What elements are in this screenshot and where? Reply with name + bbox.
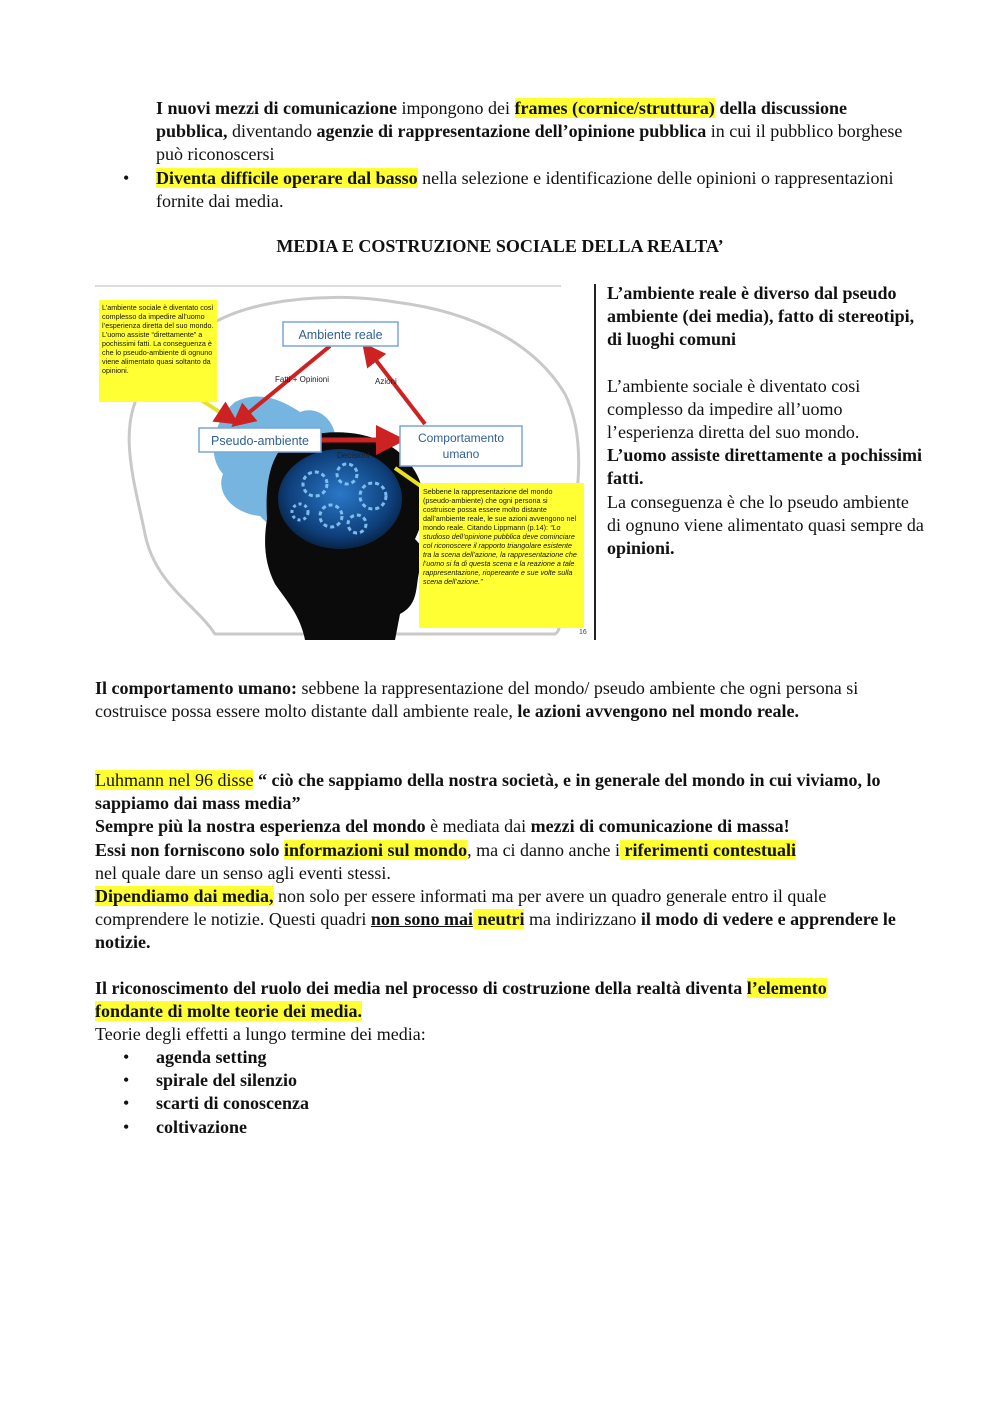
- text-bold: le azioni avvengono nel mondo reale.: [517, 701, 800, 722]
- label-ambiente-reale: Ambiente reale: [298, 328, 383, 342]
- label-azioni: Azioni: [375, 377, 397, 386]
- side-paragraph: [607, 375, 927, 561]
- text-bold: agenzie di rappresentazione dell’opinione pubblica: [316, 121, 707, 142]
- bullet-icon: •: [123, 168, 130, 188]
- text: , ma ci danno anche i: [467, 839, 621, 860]
- text: L’ambiente sociale è diventato cosi complesso da impedire all’uomo l’esperienza diretta del suo mondo.: [607, 375, 861, 443]
- note-left: [99, 300, 217, 402]
- diagram-figure: [95, 284, 595, 640]
- side-bold-intro: L’ambiente reale è diverso dal pseudo ambiente (dei media), fatto di stereotipi, di luoghi comuni: [607, 283, 915, 350]
- bullet-icon: •: [123, 1047, 130, 1067]
- note-right-quote: “Lo studioso dell’opinione pubblica deve cominciare col riconoscere il rapporto triangolare esistente tra la scena dell’azione, la rappresentazione che l’uomo si fa di questa scena e la reazione a tale rappresentazione, riopereante e sue volte sulla scena dell’azione.”: [423, 523, 577, 586]
- text: in cui il pubblico borghese può riconoscersi: [156, 121, 903, 165]
- highlight-luhmann: Luhmann nel 96 disse: [95, 770, 254, 790]
- text: ma indirizzano: [524, 909, 641, 930]
- text: non solo per essere informati ma per avere un quadro generale entro il quale comprendere le notizie. Questi quadri: [95, 886, 827, 930]
- text-bold: della discussione pubblica,: [156, 98, 847, 142]
- text-bold: mezzi di comunicazione di massa!: [530, 816, 790, 837]
- text-underlined: non sono mai: [370, 909, 473, 930]
- text-bold: Il comportamento umano:: [95, 678, 297, 698]
- highlight-informazioni: informazioni sul mondo: [284, 839, 468, 860]
- label-comportamento: Comportamento: [417, 431, 505, 445]
- text-bold: il modo di vedere e apprendere le notizie.: [95, 909, 896, 953]
- label-fatti-opinioni: Fatti + Opinioni: [275, 375, 330, 384]
- note-left-text: L’ambiente sociale è diventato così complesso da impedire all’uomo l’esperienza diretta del suo mondo. L’uomo assiste “direttamente” a pochissimi fatti. La conseguenza è che lo pseudo-ambiente di ognuno viene alimentato quasi soltanto da opinioni.: [102, 303, 214, 375]
- riconoscimento-paragraph: [95, 977, 895, 1047]
- bullet-icon: •: [123, 1093, 130, 1113]
- side-column: [607, 282, 927, 560]
- highlight-dal-basso: Diventa difficile operare dal basso: [156, 168, 418, 188]
- luhmann-paragraph: [95, 769, 910, 955]
- text-bold: L’uomo assiste direttamente a pochissimi fatti.: [607, 445, 922, 489]
- label-decisioni: Decisioni: [337, 451, 370, 460]
- text: sebbene la rappresentazione del mondo/ pseudo ambiente che ogni persona si costruisce possa essere molto distante dall ambiente reale,: [95, 678, 859, 722]
- theory-coltivazione: coltivazione: [156, 1117, 247, 1137]
- theory-agenda-setting: agenda setting: [156, 1047, 267, 1067]
- comportamento-paragraph: [95, 677, 895, 723]
- highlight-dipendiamo: Dipendiamo dai media,: [95, 886, 274, 907]
- text: nella selezione e identificazione delle opinioni o rappresentazioni fornite dai media.: [156, 168, 894, 212]
- bullet-text: [156, 167, 916, 213]
- highlight-frames: frames (cornice/struttura): [514, 98, 715, 118]
- text: impongono dei: [397, 98, 515, 118]
- intro-paragraph: [156, 97, 906, 167]
- label-umano: umano: [442, 447, 480, 461]
- theory-scarti: scarti di conoscenza: [156, 1093, 309, 1113]
- theories-intro: Teorie degli effetti a lungo termine dei media:: [95, 1024, 426, 1045]
- text-bold: Sempre più la nostra esperienza del mondo: [95, 816, 426, 837]
- note-right: [419, 483, 584, 628]
- text: nel quale dare un senso agli eventi stessi.: [95, 862, 391, 883]
- highlight-elemento-fondante: l’elemento fondante di molte teorie dei media.: [95, 978, 827, 1022]
- brain-gears: [278, 449, 402, 549]
- slide-page-number: 16: [579, 629, 587, 636]
- highlight-riferimenti: riferimenti contestuali: [620, 839, 796, 860]
- section-title: MEDIA E COSTRUZIONE SOCIALE DELLA REALTA’: [276, 236, 724, 256]
- text-bold: I nuovi mezzi di comunicazione: [156, 98, 397, 118]
- text: La conseguenza è che lo pseudo ambiente di ognuno viene alimentato quasi sempre da: [607, 491, 924, 535]
- text-bold: opinioni.: [607, 538, 675, 559]
- theory-spirale: spirale del silenzio: [156, 1070, 297, 1090]
- text-bold: Essi non forniscono solo: [95, 839, 285, 860]
- text: diventando: [227, 121, 317, 142]
- label-pseudo-ambiente: Pseudo-ambiente: [211, 434, 309, 448]
- text-bold: Il riconoscimento del ruolo dei media nel processo di costruzione della realtà diventa: [95, 978, 747, 998]
- quote-bold: “ ciò che sappiamo della nostra società, e in generale del mondo in cui viviamo, lo sappiamo dai mass media”: [95, 770, 881, 814]
- note-right-text: Sebbene la rappresentazione del mondo (pseudo-ambiente) che ogni persona si costruisce possa essere molto distante dall’ambiente reale, le sue azioni avvengono nel mondo reale. Citando Lippmann (p.14):: [423, 487, 577, 532]
- highlight-neutri: neutri: [472, 909, 525, 930]
- bullet-icon: •: [123, 1117, 130, 1137]
- vertical-divider: [594, 284, 596, 640]
- bullet-icon: •: [123, 1070, 130, 1090]
- text: è mediata dai: [425, 816, 531, 837]
